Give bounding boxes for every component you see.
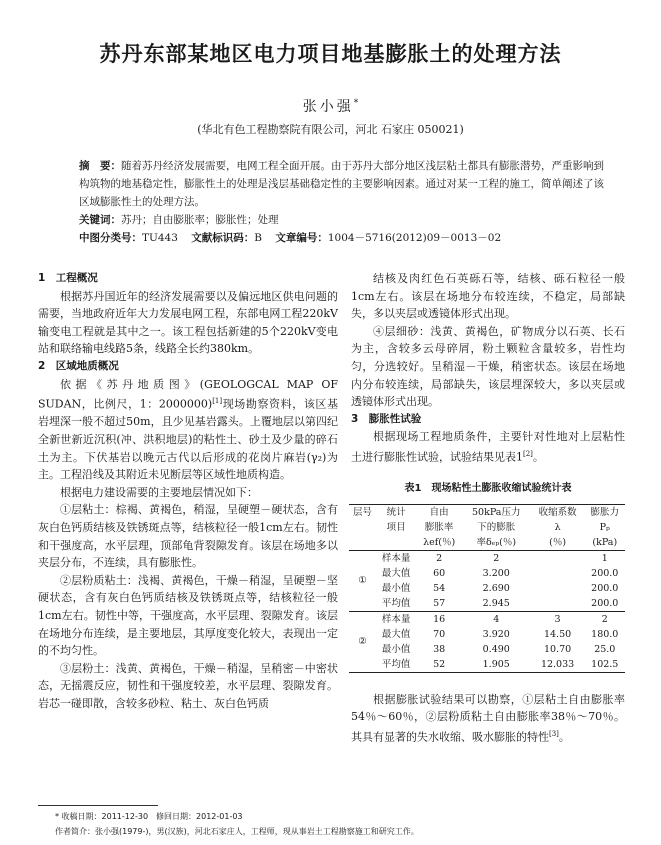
art-value: 1004－5716(2012)09－0013－02 <box>327 232 502 244</box>
table-cell: 最大值 <box>381 567 411 579</box>
paragraph: ③层粉土：浅黄、黄褐色，干燥－稍湿，呈稍密－中密状态，无摇震反应，韧性和干强度较差，水平层理、裂隙发育。岩芯一碰即散，含较多砂粒、粘土、灰白色钙质 <box>38 661 338 710</box>
paragraph-text: 根据膨胀试验结果可以勘察，①层粘土自由膨胀率54％～60％，②层粉质粘土自由膨胀率38％～70％。其具有显著的失水收缩、吸水膨胀的特性 <box>351 692 625 744</box>
art-label: 文章编号： <box>275 232 328 244</box>
table-row <box>349 550 625 566</box>
citation-ref: [2] <box>523 449 533 458</box>
author-footnote-mark: * <box>353 98 359 109</box>
table-row <box>349 657 625 673</box>
table-cell <box>531 596 585 612</box>
table-cell: 样本量 <box>381 613 411 625</box>
table-cell: 25.0 <box>594 643 616 655</box>
abstract-text: 随着苏丹经济发展需要，电网工程全面开展。由于苏丹大部分地区浅层粘土都具有膨胀潜势，严重影响到构筑物的地基稳定性，膨胀性土的处理是浅层基础稳定性的主要影响因素。通过对某一工程的施工，简单阐述了该区域膨胀性土的处理方法。 <box>79 160 604 208</box>
paragraph: ①层粘土：棕褐、黄褐色，稍湿，呈硬塑－硬状态，含有灰白色钙质结核及铁锈斑点等，结核粒径一般1cm左右。韧性和干强度高，水平层理，顶部龟背裂隙发育。该层在场地多以夹层分布，不连续，具有膨胀性。 <box>38 503 338 570</box>
table-cell: 2 <box>436 552 443 564</box>
header-cell: 膨胀率 <box>424 521 454 533</box>
table-cell: 60 <box>433 567 446 579</box>
header-cell: Pₚ <box>599 521 610 533</box>
section-heading-1: 1 工程概况 <box>38 272 98 284</box>
right-column <box>351 270 625 746</box>
table-cell: 38 <box>433 643 446 655</box>
table-cell: 3.200 <box>482 567 510 579</box>
citation-ref: [3] <box>549 729 559 738</box>
paragraph <box>38 376 338 484</box>
paragraph-text: 依据《苏丹地质图》(GEOLOGCAL MAP OF SUDAN，比例尺，1：2000000) <box>38 377 338 411</box>
table-cell: 54 <box>433 582 446 594</box>
paragraph: 结核及肉红色石英砾石等，结核、砾石粒径一般1cm左右。该层在场地分布较连续，不稳定，局部缺失，多以夹层或透镜体形式出现。 <box>351 272 625 321</box>
cls-value: TU443 <box>142 232 178 244</box>
table-cell: 10.70 <box>543 643 572 655</box>
header-cell: λ <box>554 521 561 533</box>
table-cell: 2 <box>601 613 608 625</box>
paragraph <box>351 428 625 466</box>
affiliation: (华北有色工程勘察院有限公司，河北 石家庄 050021) <box>197 123 464 136</box>
layer-cell: ① <box>349 550 376 611</box>
header-cell: 收缩系数 <box>531 504 585 520</box>
footnote-author-bio: 作者简介：张小强(1979-)，男(汉族)，河北石家庄人，工程师，现从事岩土工程勘察施工和研究工作。 <box>55 827 419 836</box>
paragraph: 根据电力建设需要的主要地层情况如下： <box>60 485 258 499</box>
header-cell <box>349 520 376 535</box>
table-row <box>349 611 625 627</box>
table-cell: 0.490 <box>482 643 510 655</box>
table-cell: 200.0 <box>591 582 619 594</box>
header-cell <box>349 535 376 551</box>
table-cell: 3 <box>554 613 561 625</box>
table-cell: 3.920 <box>482 628 510 640</box>
keywords-text: 苏丹；自由膨胀率；膨胀性；处理 <box>121 214 279 226</box>
header-cell: 膨胀力 <box>585 504 625 520</box>
table-cell: 14.50 <box>543 628 572 640</box>
table-row <box>349 581 625 596</box>
paper-title: 苏丹东部某地区电力项目地基膨胀土的处理方法 <box>99 42 562 66</box>
table-header-row <box>349 535 625 551</box>
table-header-row <box>349 520 625 535</box>
paragraph: 根据苏丹国近年的经济发展需要以及偏远地区供电问题的需要，当地政府近年大力发展电网工程，东部电网工程220kV输变电工程就是其中之一。该工程包括新建的5个220kV变电站和联络输电线路5条，线路全长约380km。 <box>38 289 338 356</box>
keywords <box>79 211 609 229</box>
paragraph-text: 。 <box>532 450 544 464</box>
table-row <box>349 566 625 581</box>
table-cell: 2 <box>493 552 500 564</box>
table-cell: 样本量 <box>381 552 411 564</box>
abstract-label: 摘 要： <box>79 160 121 172</box>
table-cell: 102.5 <box>585 657 625 673</box>
keywords-label: 关键词： <box>79 214 121 226</box>
table-caption: 表1 现场粘性土膨胀收缩试验统计表 <box>404 483 572 495</box>
header-cell: 下的膨胀 <box>477 521 516 533</box>
table-cell: 平均值 <box>376 657 416 673</box>
header-cell: λef(％) <box>416 535 461 551</box>
header-cell <box>376 535 416 551</box>
header-cell: 自由 <box>416 504 461 520</box>
classification-line <box>79 229 609 247</box>
table-header-row <box>349 504 625 520</box>
header-cell: 项目 <box>386 521 406 533</box>
header-cell: 层号 <box>349 504 376 520</box>
table-cell: 57 <box>416 596 461 612</box>
table-cell: 最小值 <box>381 643 411 655</box>
author-line <box>0 96 661 116</box>
table-row <box>349 596 625 612</box>
table-cell: 200.0 <box>585 596 625 612</box>
table-cell: 1 <box>601 552 608 564</box>
section-heading-3: 3 膨胀性试验 <box>351 412 422 425</box>
table-cell: 180.0 <box>591 628 619 640</box>
table-cell: 4 <box>493 613 500 625</box>
footnote-divider <box>38 805 158 806</box>
paragraph <box>351 691 625 746</box>
abstract-block <box>79 157 609 247</box>
layer-cell: ② <box>349 611 376 672</box>
cls-label: 中图分类号： <box>79 232 142 244</box>
header-cell: 统计 <box>376 504 416 520</box>
table-cell: 最大值 <box>381 628 411 640</box>
header-cell: (％) <box>531 535 585 551</box>
paragraph: ②层粉质粘土：浅褐、黄褐色，干燥－稍湿，呈硬塑－坚硬状态，含有灰白色钙质结核及铁锈斑点等，结核粒径一般1cm左右。韧性中等，干强度高，水平层理、裂隙发育。该层在场地分布连续，是主要地层，其厚度变化较大，表现出一定的不均匀性。 <box>38 573 338 658</box>
citation-ref: [1] <box>212 397 223 406</box>
table-cell: 最小值 <box>381 582 411 594</box>
doc-value: B <box>254 232 262 244</box>
header-cell: (kPa) <box>585 535 625 551</box>
table-cell: 2.690 <box>482 582 510 594</box>
table-cell <box>531 550 585 566</box>
table-cell: 200.0 <box>591 567 619 579</box>
paragraph-text: 根据现场工程地质条件，主要针对性地对上层粘性土进行膨胀性试验，试验结果见表1 <box>351 430 625 464</box>
table-cell: 2.945 <box>462 596 531 612</box>
swelling-test-table <box>349 504 625 673</box>
section-heading-2: 2 区域地质概况 <box>38 359 119 372</box>
table-cell: 16 <box>433 613 446 625</box>
table-cell: 52 <box>416 657 461 673</box>
table-row <box>349 627 625 642</box>
left-column <box>38 270 338 713</box>
header-cell: 50kPa压力 <box>462 504 531 520</box>
table-cell <box>531 581 585 596</box>
table-cell: 1.905 <box>462 657 531 673</box>
table-cell <box>531 566 585 581</box>
table-cell: 平均值 <box>376 596 416 612</box>
abstract <box>79 157 609 211</box>
paragraph-text: 。 <box>558 730 570 744</box>
paragraph-text: 现场勘察资料，该区基岩埋深一般不超过50m，且少见基岩露头。上覆地层以第四纪全新世新近沉积(冲、洪积地层)的粘性土、砂土及少量的碎石土为主。下伏基岩以晚元古代以后形成的花岗片麻岩(γ₂)为主。工程沿线及其附近未见断层等区域性地质构造。 <box>38 397 338 482</box>
footnote-received: * 收稿日期：2011-12-30 修回日期：2012-01-03 <box>55 812 243 821</box>
doc-label: 文献标识码： <box>191 232 255 244</box>
author-name: 张小强 <box>302 99 354 115</box>
table-cell: 70 <box>433 628 446 640</box>
table-row <box>349 642 625 657</box>
header-cell: 率δₑₚ(％) <box>462 535 531 551</box>
paragraph: ④层细砂：浅黄、黄褐色，矿物成分以石英、长石为主，含较多云母碎屑，粉土颗粒含量较多，岩性均匀，分选较好。呈稍湿－干燥，稍密状态。该层在场地内分布较连续，局部缺失，该层埋深较大，多以夹层或透镜体形式出现。 <box>351 324 625 409</box>
table-cell: 12.033 <box>531 657 585 673</box>
